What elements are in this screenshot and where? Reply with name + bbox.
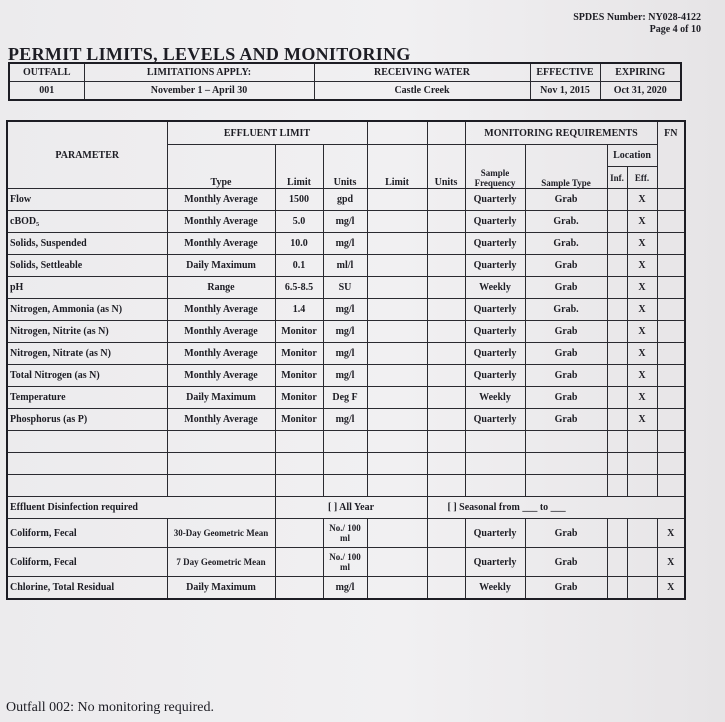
type-cell: 30-Day Geometric Mean bbox=[167, 519, 275, 548]
units-cell: gpd bbox=[323, 189, 367, 211]
table-row bbox=[7, 409, 685, 431]
stype-cell: Grab bbox=[525, 321, 607, 343]
units-cell: mg/l bbox=[323, 365, 367, 387]
units-header: Units bbox=[323, 145, 367, 189]
freq-cell: Weekly bbox=[465, 387, 525, 409]
footer-note: Outfall 002: No monitoring required. bbox=[6, 700, 215, 715]
stype-cell: Grab bbox=[525, 277, 607, 299]
limit-cell: Monitor bbox=[275, 387, 323, 409]
limit-cell: Monitor bbox=[275, 343, 323, 365]
freq-cell: Weekly bbox=[465, 577, 525, 600]
table-row bbox=[7, 365, 685, 387]
empty-row bbox=[7, 453, 685, 475]
type-cell: Daily Maximum bbox=[167, 577, 275, 600]
outfall-header: OUTFALL bbox=[9, 63, 84, 82]
freq-cell: Quarterly bbox=[465, 343, 525, 365]
param-cell: Temperature bbox=[7, 387, 167, 409]
units-cell: Deg F bbox=[323, 387, 367, 409]
eff-cell: X bbox=[627, 387, 657, 409]
type-cell: Daily Maximum bbox=[167, 255, 275, 277]
sample-frequency-header: Sample Frequency bbox=[465, 145, 525, 189]
table-row bbox=[7, 321, 685, 343]
table-row bbox=[7, 299, 685, 321]
freq-cell: Quarterly bbox=[465, 211, 525, 233]
param-cell: Solids, Settleable bbox=[7, 255, 167, 277]
eff-cell: X bbox=[627, 233, 657, 255]
effective-header: EFFECTIVE bbox=[530, 63, 600, 82]
all-year-checkbox[interactable]: [ ] All Year bbox=[275, 497, 427, 519]
units-cell: mg/l bbox=[323, 577, 367, 600]
param-cell: pH bbox=[7, 277, 167, 299]
eff-cell: X bbox=[627, 365, 657, 387]
eff-cell: X bbox=[627, 255, 657, 277]
disinfection-row bbox=[7, 497, 685, 519]
type-header: Type bbox=[167, 145, 275, 189]
empty-row bbox=[7, 431, 685, 453]
type-cell: Monthly Average bbox=[167, 409, 275, 431]
limit-cell: 10.0 bbox=[275, 233, 323, 255]
stype-cell: Grab bbox=[525, 255, 607, 277]
units-cell: mg/l bbox=[323, 409, 367, 431]
freq-cell: Quarterly bbox=[465, 409, 525, 431]
sample-type-header: Sample Type bbox=[525, 145, 607, 189]
table-row bbox=[7, 387, 685, 409]
disinfection-label: Effluent Disinfection required bbox=[7, 497, 275, 519]
param-cell: Nitrogen, Nitrate (as N) bbox=[7, 343, 167, 365]
limit-header: Limit bbox=[275, 145, 323, 189]
eff-cell: X bbox=[627, 189, 657, 211]
stype-cell: Grab. bbox=[525, 211, 607, 233]
units-cell: ml/l bbox=[323, 255, 367, 277]
units-cell: No./ 100 ml bbox=[323, 548, 367, 577]
freq-cell: Quarterly bbox=[465, 321, 525, 343]
limit-cell: 5.0 bbox=[275, 211, 323, 233]
param-cell: Nitrogen, Ammonia (as N) bbox=[7, 299, 167, 321]
location-header: Location bbox=[607, 145, 657, 167]
monitoring-header: MONITORING REQUIREMENTS bbox=[465, 121, 657, 145]
table-row bbox=[7, 277, 685, 299]
page-title: PERMIT LIMITS, LEVELS AND MONITORING bbox=[8, 44, 411, 64]
eff-cell: X bbox=[627, 277, 657, 299]
limit-cell: 1500 bbox=[275, 189, 323, 211]
eff-cell: X bbox=[627, 211, 657, 233]
type-cell: Monthly Average bbox=[167, 211, 275, 233]
fn-header: FN bbox=[657, 121, 685, 189]
param-cell: Solids, Suspended bbox=[7, 233, 167, 255]
param-cell: Nitrogen, Nitrite (as N) bbox=[7, 321, 167, 343]
table-row bbox=[7, 211, 685, 233]
type-cell: Monthly Average bbox=[167, 365, 275, 387]
parameter-header: PARAMETER bbox=[7, 121, 167, 189]
inf-header: Inf. bbox=[607, 167, 627, 189]
units-cell: mg/l bbox=[323, 343, 367, 365]
limit-cell: 0.1 bbox=[275, 255, 323, 277]
param-cell: Flow bbox=[7, 189, 167, 211]
type-cell: Daily Maximum bbox=[167, 387, 275, 409]
limit-cell: Monitor bbox=[275, 365, 323, 387]
type-cell: Monthly Average bbox=[167, 299, 275, 321]
freq-cell: Quarterly bbox=[465, 365, 525, 387]
param-cell: Coliform, Fecal bbox=[7, 548, 167, 577]
table-row bbox=[7, 577, 685, 600]
table-row bbox=[7, 233, 685, 255]
param-cell: Total Nitrogen (as N) bbox=[7, 365, 167, 387]
stype-cell: Grab bbox=[525, 343, 607, 365]
stype-cell: Grab bbox=[525, 409, 607, 431]
freq-cell: Quarterly bbox=[465, 519, 525, 548]
freq-cell: Quarterly bbox=[465, 548, 525, 577]
outfall-value: 001 bbox=[9, 82, 84, 101]
freq-cell: Quarterly bbox=[465, 299, 525, 321]
stype-cell: Grab. bbox=[525, 299, 607, 321]
freq-cell: Quarterly bbox=[465, 189, 525, 211]
spdes-number: SPDES Number: NY028-4122 bbox=[573, 12, 701, 23]
table-row bbox=[7, 548, 685, 577]
limit-cell: Monitor bbox=[275, 321, 323, 343]
receiving-water-header: RECEIVING WATER bbox=[314, 63, 530, 82]
limit-cell: 6.5-8.5 bbox=[275, 277, 323, 299]
limitations-value: November 1 – April 30 bbox=[84, 82, 314, 101]
param-cell: Chlorine, Total Residual bbox=[7, 577, 167, 600]
units-cell: mg/l bbox=[323, 321, 367, 343]
units-cell: No./ 100 ml bbox=[323, 519, 367, 548]
eff-cell: X bbox=[627, 409, 657, 431]
param-cell: Phosphorus (as P) bbox=[7, 409, 167, 431]
units2-header: Units bbox=[427, 145, 465, 189]
effluent-limit-header: EFFLUENT LIMIT bbox=[167, 121, 367, 145]
type-cell: Monthly Average bbox=[167, 343, 275, 365]
units-cell: mg/l bbox=[323, 233, 367, 255]
seasonal-checkbox[interactable]: [ ] Seasonal from ___ to ___ bbox=[427, 497, 685, 519]
param-cell: Coliform, Fecal bbox=[7, 519, 167, 548]
type-cell: Monthly Average bbox=[167, 189, 275, 211]
freq-cell: Quarterly bbox=[465, 233, 525, 255]
type-cell: Range bbox=[167, 277, 275, 299]
freq-cell: Quarterly bbox=[465, 255, 525, 277]
limit2-header: Limit bbox=[367, 145, 427, 189]
limitations-header: LIMITATIONS APPLY: bbox=[84, 63, 314, 82]
effective-value: Nov 1, 2015 bbox=[530, 82, 600, 101]
stype-cell: Grab bbox=[525, 519, 607, 548]
limits-table bbox=[6, 120, 686, 600]
stype-cell: Grab bbox=[525, 387, 607, 409]
type-cell: Monthly Average bbox=[167, 233, 275, 255]
eff-cell: X bbox=[627, 321, 657, 343]
type-cell: 7 Day Geometric Mean bbox=[167, 548, 275, 577]
param-cell: cBOD₅ bbox=[7, 211, 167, 233]
table-row bbox=[7, 519, 685, 548]
expiring-value: Oct 31, 2020 bbox=[600, 82, 681, 101]
fn-cell: X bbox=[657, 519, 685, 548]
table-row bbox=[7, 343, 685, 365]
page-number: Page 4 of 10 bbox=[649, 24, 701, 35]
table-row bbox=[7, 189, 685, 211]
stype-cell: Grab. bbox=[525, 233, 607, 255]
eff-cell: X bbox=[627, 299, 657, 321]
units-cell: mg/l bbox=[323, 299, 367, 321]
table-row bbox=[7, 255, 685, 277]
fn-cell: X bbox=[657, 548, 685, 577]
units-cell: SU bbox=[323, 277, 367, 299]
page-header bbox=[573, 12, 701, 36]
freq-cell: Weekly bbox=[465, 277, 525, 299]
type-cell: Monthly Average bbox=[167, 321, 275, 343]
fn-cell: X bbox=[657, 577, 685, 600]
stype-cell: Grab bbox=[525, 548, 607, 577]
eff-header: Eff. bbox=[627, 167, 657, 189]
stype-cell: Grab bbox=[525, 577, 607, 600]
limit-cell: Monitor bbox=[275, 409, 323, 431]
units-cell: mg/l bbox=[323, 211, 367, 233]
expiring-header: EXPIRING bbox=[600, 63, 681, 82]
stype-cell: Grab bbox=[525, 189, 607, 211]
eff-cell: X bbox=[627, 343, 657, 365]
empty-row bbox=[7, 475, 685, 497]
outfall-table bbox=[8, 62, 682, 101]
stype-cell: Grab bbox=[525, 365, 607, 387]
receiving-water-value: Castle Creek bbox=[314, 82, 530, 101]
limit-cell: 1.4 bbox=[275, 299, 323, 321]
